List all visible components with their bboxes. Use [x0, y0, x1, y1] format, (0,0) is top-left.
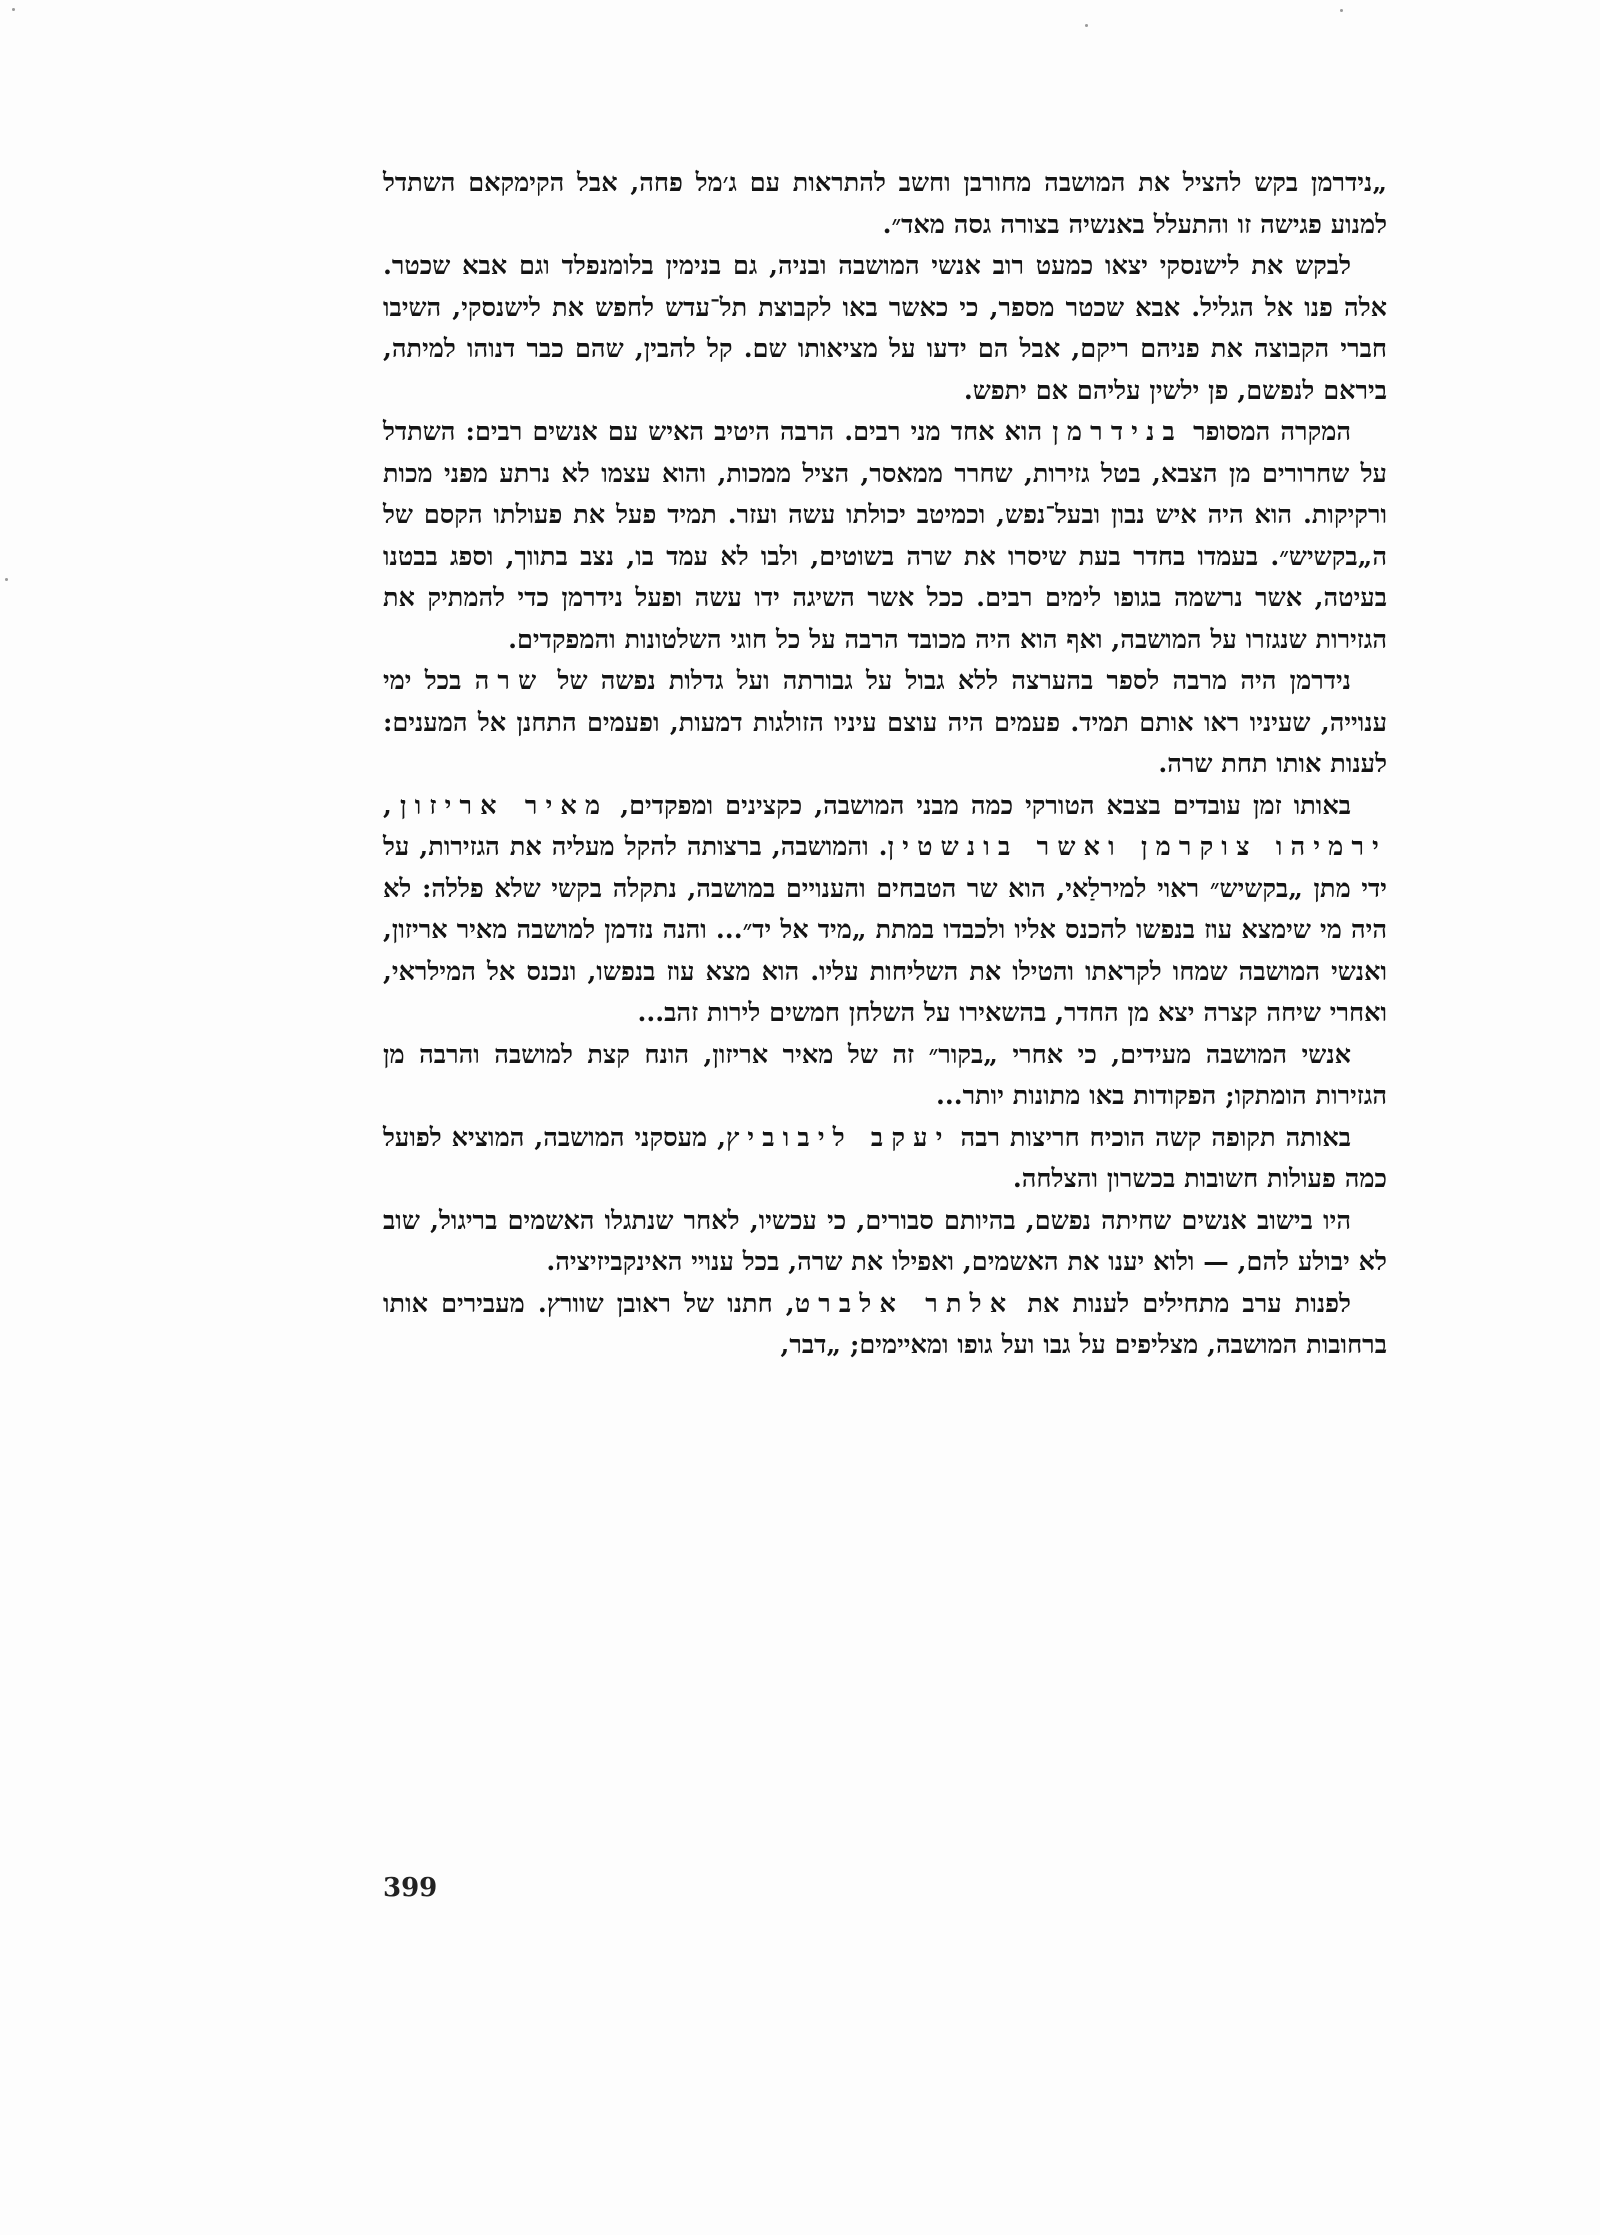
paragraph-text: . והמושבה, ברצותה להקל מעליה את הגזירות, על ידי מתן „בקשיש״ ראוי למירלַאי, הוא שר הטבחים והענויים במושבה, נתקלה בקשי שלא פללה: לא היה מי שימצא עוז בנפשו להכנס אליו ולכבדו במתת „מיד אל יד״... והנה נזדמן למושבה מאיר אריזון, ואנשי המושבה שמחו לקראתו והטילו את השליחות עליו. הוא מצא עוז בנפשו, ונכנס אל המילראי, ואחרי שיחה קצרה יצא מן החדר, בהשאירו על השלחן חמשים לירות זהב...	[383, 832, 1387, 1028]
spaced-name: יעקב ליבוביץ	[725, 1122, 951, 1153]
paragraph-text: נידרמן היה מרבה לספר בהערצה ללא גבול על גבורתה ועל גדלות נפשה של	[544, 666, 1351, 696]
paragraph-text: אנשי המושבה מעידים, כי אחרי „בקור״ זה של מאיר אריזון, הונח קצת למושבה והרבה מן הגזירות הומתקו; הפקודות באו מתונות יותר...	[383, 1039, 1387, 1111]
paragraph	[383, 412, 1387, 661]
scan-speck	[12, 8, 15, 11]
scan-speck	[1340, 9, 1343, 12]
paragraph-text: היו בישוב אנשים שחיתה נפשם, בהיותם סבורים, כי עכשיו, לאחר שנתגלו האשמים בריגול, שוב לא יבולע להם, — ולוא יענו את האשמים, ואפילו את שרה, בכל ענויי האינקביזיציה.	[383, 1205, 1387, 1277]
paragraph	[383, 1201, 1387, 1284]
paragraph-text: באותה תקופה קשה הוכיח חריצות רבה	[950, 1122, 1351, 1153]
paragraph-text: „נידרמן בקש להציל את המושבה מחורבן וחשב להתראות עם ג׳מל פחה, אבל הקימקאם השתדל למנוע פגישה זו והתעלל באנשיה בצורה גסה מאד״.	[383, 168, 1387, 240]
paragraph	[383, 661, 1387, 786]
paragraph	[383, 1284, 1387, 1367]
spaced-name: מאיר אריזון, ירמיהו צוקרמן ואשר בונשטין	[383, 790, 1387, 862]
spaced-name: שרה	[474, 666, 545, 696]
paragraph-text: לפנות ערב מתחילים לענות את	[1014, 1288, 1351, 1319]
body-text	[383, 163, 1387, 1367]
spaced-name: בנידרמן	[1052, 417, 1183, 447]
paragraph-text: לבקש את לישנסקי יצאו כמעט רוב אנשי המושבה ובניה, גם בנימין בלומנפלד וגם אבא שכטר. אלה פנו אל הגליל. אבא שכטר מספר, כי כאשר באו לקבוצת תל־עדש לחפש את לישנסקי, השיבו חברי הקבוצה את פניהם ריקם, אבל הם ידעו על מציאותו שם. קל להבין, שהם כבר דנוהו למיתה, ביראם לנפשם, פן ילשין עליהם אם יתפש.	[383, 251, 1387, 406]
page-number: 399	[383, 1873, 438, 1903]
paragraph	[383, 1118, 1387, 1201]
paragraph-text: המקרה המסופר	[1183, 417, 1351, 447]
paragraph-text: הוא אחד מני רבים. הרבה היטיב האיש עם אנשים רבים: השתדל על שחרורים מן הצבא, בטל גזירות, שחרר ממאסר, הציל ממכות, והוא עצמו לא נרתע מפני מכות ורקיקות. הוא היה איש נבון ובעל־נפש, וכמיטב יכולתו עשה ועזר. תמיד פעל את פעולתו הקסם של ה„בקשיש״. בעמדו בחדר בעת שיסרו את שרה בשוטים, ולבו לא עמד בו, נצב בתווך, וספג בבטנו בעיטה, אשר נרשמה בגופו לימים רבים. ככל אשר השיגה ידו עשה ופעל נידרמן כדי להמתיק את הגזירות שנגזרו על המושבה, ואף הוא היה מכובד הרבה על כל חוגי השלטונות והמפקדים.	[383, 417, 1387, 655]
paragraph	[383, 246, 1387, 412]
paragraph-text: , מעסקני המושבה, המוציא לפועל כמה פעולות חשובות בכשרון והצלחה.	[383, 1122, 1387, 1194]
paragraph	[383, 1035, 1387, 1118]
paragraph	[383, 786, 1387, 1035]
paragraph-text: באותו זמן עובדים בצבא הטורקי כמה מבני המושבה, כקצינים ומפקדים,	[608, 790, 1351, 821]
scan-speck	[1085, 24, 1088, 27]
paragraph-text: , חתנו של ראובן שוורץ. מעבירים אותו ברחובות המושבה, מצליפים על גבו ועל גופו ומאיימים; „דבר,	[383, 1288, 1387, 1360]
scan-speck	[5, 578, 8, 581]
paragraph	[383, 163, 1387, 246]
spaced-name: אלתר אלברט	[794, 1288, 1015, 1319]
paragraph-text: בכל ימי ענוייה, שעיניו ראו אותם תמיד. פעמים היה עוצם עיניו הזולגות דמעות, ופעמים התחנן אל המענים: לענות אותו תחת שרה.	[383, 666, 1387, 779]
